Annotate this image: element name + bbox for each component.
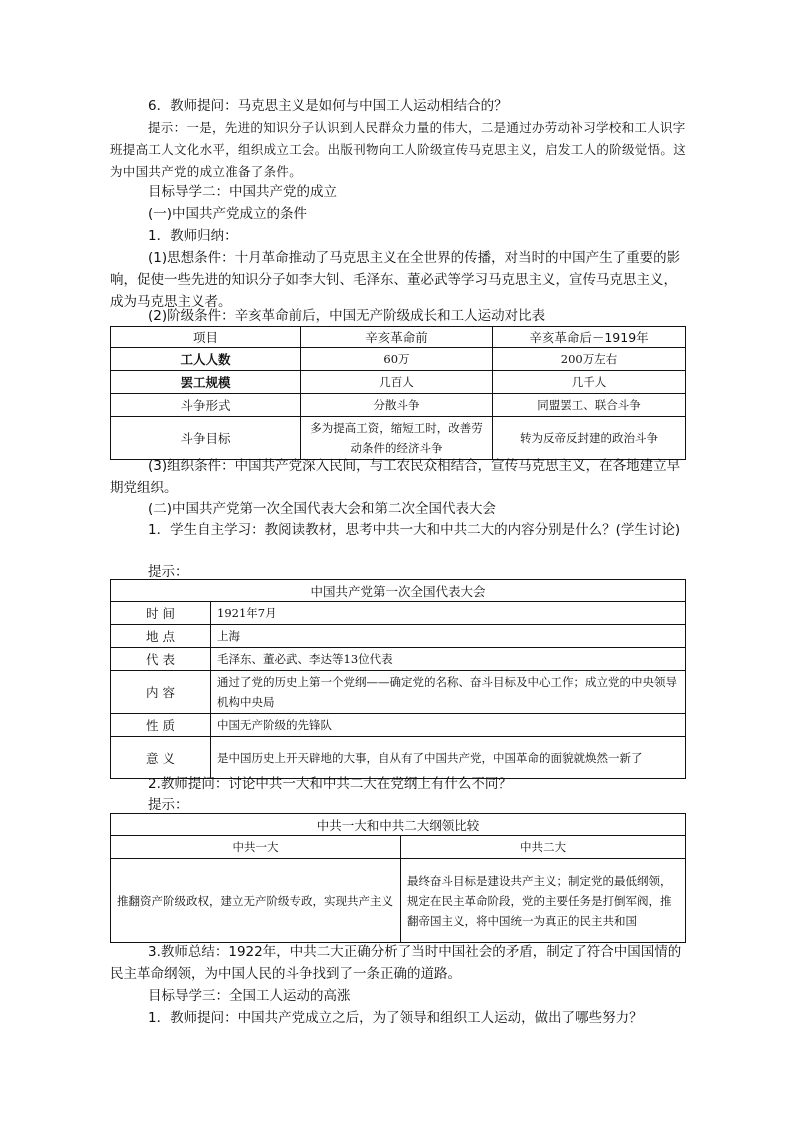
table-cell: 意 义 [111,737,211,779]
table-cell: 几百人 [301,371,493,394]
table-cell: 通过了党的历史上第一个党纲——确定党的名称、奋斗目标及中心工作；成立党的中央领导机构中央局 [211,671,686,714]
student-study: 1．学生自主学习：教阅读教材，思考中共一大和中共二大的内容分别是什么？(学生讨论) [148,522,681,538]
first-congress-table [110,579,686,779]
table-header: 辛亥革命后－1919年 [493,327,686,348]
program-comparison-table [110,813,686,943]
worker-comparison-table [110,326,686,460]
table-cell: 时 间 [111,602,211,625]
tip-b: 提示： [148,797,189,813]
table-header: 中共二大 [401,836,686,859]
table-cell: 毛泽东、董必武、李达等13位代表 [211,648,686,671]
table-cell: 斗争形式 [111,394,301,417]
question-2: 2.教师提问：讨论中共一大和中共二大在党纲上有什么不同？ [148,776,512,792]
idea-condition: (1)思想条件：十月革命推动了马克思主义在全世界的传播，对当时的中国产生了重要的影响，促使一些先进的知识分子如李大钊、毛泽东、董必武等学习马克思主义，宣传马克思主义，成为马克思主义者。 [110,250,681,310]
tip-a: 提示： [148,564,189,580]
table-cell: 代 表 [111,648,211,671]
table-cell: 罢工规模 [111,371,301,394]
goal-2-heading: 目标导学二：中国共产党的成立 [148,184,337,200]
table-cell: 分散斗争 [301,394,493,417]
question-6: 6．教师提问：马克思主义是如何与中国工人运动相结合的？ [148,98,508,114]
table-cell: 60万 [301,348,493,371]
table-cell: 同盟罢工、联合斗争 [493,394,686,417]
table-header: 中共一大 [111,836,401,859]
section-2-heading: (二)中国共产党第一次全国代表大会和第二次全国代表大会 [148,501,497,517]
table-cell: 200万左右 [493,348,686,371]
table-cell: 中国无产阶级的先锋队 [211,714,686,737]
table-cell: 多为提高工资，缩短工时，改善劳动条件的经济斗争 [301,417,493,460]
org-condition: (3)组织条件：中国共产党深入民间，与工农民众相结合，宣传马克思主义，在各地建立早期党组织。 [110,458,681,496]
table-cell: 1921年7月 [211,602,686,625]
table-cell: 是中国历史上开天辟地的大事，自从有了中国共产党，中国革命的面貌就焕然一新了 [211,737,686,779]
table-header: 辛亥革命前 [301,327,493,348]
teacher-summary-1: 1．教师归纳： [148,228,238,244]
table-cell: 最终奋斗目标是建设共产主义；制定党的最低纲领，规定在民主革命阶段，党的主要任务是打倒军阀，推翻帝国主义，将中国统一为真正的民主共和国 [401,859,686,943]
table-cell: 几千人 [493,371,686,394]
teacher-summary-3: 3.教师总结：1922年，中共二大正确分析了当时中国社会的矛盾，制定了符合中国国情的民主革命纲领，为中国人民的斗争找到了一条正确的道路。 [110,944,682,982]
table-cell: 内 容 [111,671,211,714]
table-cell: 转为反帝反封建的政治斗争 [493,417,686,460]
goal-3-heading: 目标导学三：全国工人运动的高涨 [148,988,351,1004]
table-cell: 推翻资产阶级政权，建立无产阶级专政，实现共产主义 [111,859,401,943]
table-cell: 上海 [211,625,686,648]
table-cell: 地 点 [111,625,211,648]
table-cell: 工人人数 [111,348,301,371]
section-1-heading: (一)中国共产党成立的条件 [148,206,308,222]
table-header: 项目 [111,327,301,348]
question-3: 1．教师提问：中国共产党成立之后，为了领导和组织工人运动，做出了哪些努力？ [148,1010,643,1026]
tip-6: 提示：一是，先进的知识分子认识到人民群众力量的伟大，二是通过办劳动补习学校和工人识字班提高工人文化水平，组织成立工会。出版刊物向工人阶级宣传马克思主义，启发工人的阶级觉悟。这为中国共产党的成立准备了条件。 [110,120,687,179]
class-condition: (2)阶级条件：辛亥革命前后，中国无产阶级成长和工人运动对比表 [148,308,546,324]
table-cell: 斗争目标 [111,417,301,460]
table-title: 中国共产党第一次全国代表大会 [111,580,686,602]
table-title: 中共一大和中共二大纲领比较 [111,814,686,836]
table-cell: 性 质 [111,714,211,737]
